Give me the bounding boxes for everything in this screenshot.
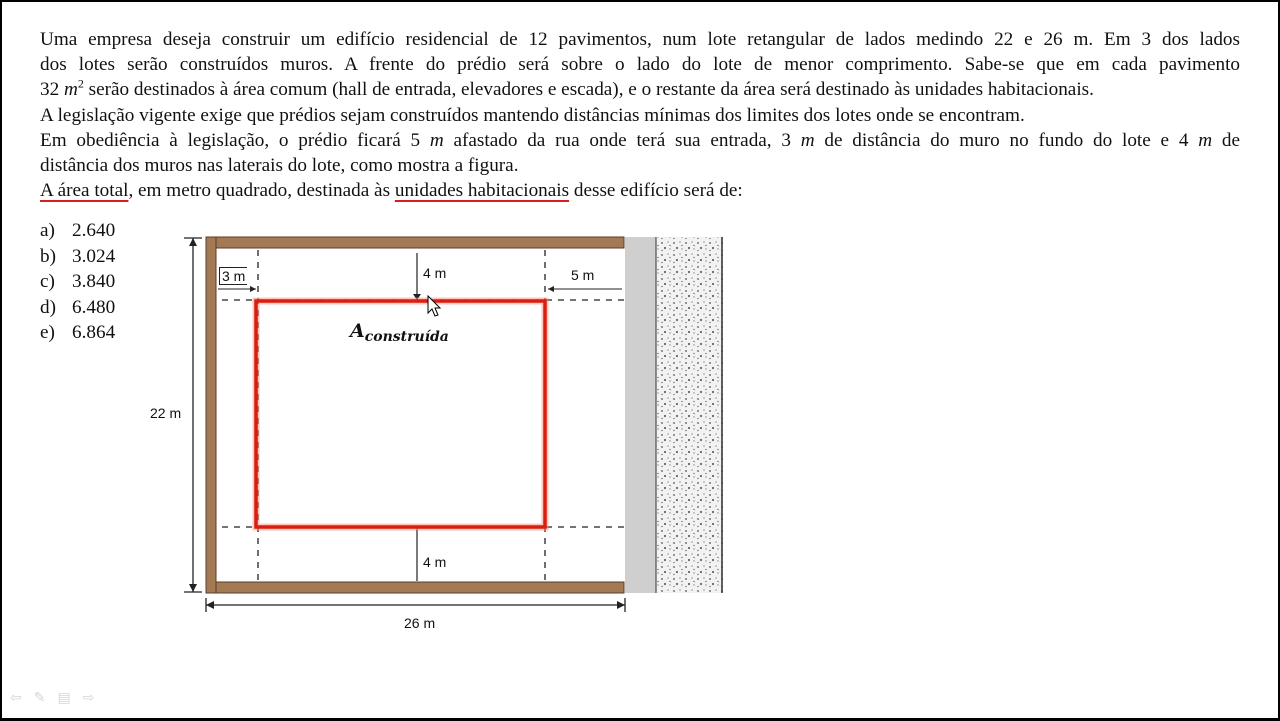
problem-statement — [40, 27, 1240, 203]
para3-line2: distância dos muros nas laterais do lote, como mostra a figura. — [40, 155, 519, 177]
question-text-b: desse edifício será de: — [569, 180, 743, 202]
choice-value: 2.640 — [72, 220, 116, 241]
label-back-setback: 3 m — [219, 267, 247, 285]
para3-text-a: Em obediência à legislação, o prédio ficará 5 — [40, 129, 430, 151]
para1-line1: Uma empresa deseja construir um edifício residencial de 12 pavimentos, num lote retangular de lados medindo 22 e 26 m. Em 3 dos lados — [40, 29, 1240, 50]
unit-m: m — [63, 79, 78, 101]
menu-icon[interactable]: ▤ — [57, 690, 71, 706]
question-text-a: , em metro quadrado, destinada às — [128, 180, 395, 202]
area-value: 32 — [40, 79, 64, 101]
label-top-setback: 4 m — [423, 265, 447, 281]
para3-line1 — [40, 128, 1240, 153]
choice-value: 6.864 — [72, 322, 116, 343]
para1-line3-text: serão destinados à área comum (hall de entrada, elevadores e escada), e o restante da área será destinado às unidades habitacionais. — [83, 79, 1094, 101]
answer-choices — [40, 218, 115, 346]
choice-value: 6.480 — [72, 296, 116, 318]
choice-value: 3.840 — [72, 271, 116, 292]
label-lot-width: 26 m — [404, 615, 436, 631]
choice-letter: d) — [40, 296, 56, 318]
choice-letter: c) — [40, 271, 55, 292]
choice-letter: a) — [40, 220, 55, 241]
unit-m: m — [429, 129, 444, 151]
arrow-left-icon[interactable]: ⇦ — [10, 690, 22, 706]
choice-letter: e) — [40, 322, 55, 343]
underlined-housing-units: unidades habitacionais — [394, 180, 570, 202]
choice-d[interactable] — [40, 295, 115, 321]
label-bottom-setback: 4 m — [423, 554, 447, 570]
para1-line3 — [40, 77, 1240, 102]
unit-m: m — [800, 129, 815, 151]
choice-value: 3.024 — [72, 245, 116, 267]
para3-text-b: afastado da rua onde terá sua entrada, 3 — [443, 129, 801, 151]
area-symbol: A — [350, 320, 365, 342]
slideshow-toolbar — [10, 690, 94, 706]
choice-b[interactable] — [40, 244, 115, 270]
para1-line2: dos lotes serão construídos muros. A frente do prédio será sobre o lado do lote de menor comprimento. Sabe-se que em cada pavimento — [40, 54, 1240, 76]
para3-text-c: de distância do muro no fundo do lote e 4 — [814, 129, 1199, 151]
area-subscript: construída — [364, 329, 449, 345]
built-area-label — [350, 320, 449, 345]
choice-a[interactable] — [40, 218, 115, 244]
unit-m: m — [1198, 129, 1213, 151]
arrow-right-icon[interactable]: ⇨ — [82, 690, 95, 706]
choice-c[interactable] — [40, 269, 115, 295]
choice-e[interactable] — [40, 320, 115, 346]
underlined-total-area: A área total — [40, 180, 129, 202]
pen-icon[interactable]: ✎ — [33, 690, 46, 706]
para3-text-d: de — [1212, 129, 1240, 151]
label-lot-height: 22 m — [150, 405, 182, 421]
label-front-setback: 5 m — [571, 267, 595, 283]
para2: A legislação vigente exige que prédios sejam construídos mantendo distâncias mínimas dos limites dos lotes onde se encontram. — [40, 104, 1025, 126]
choice-letter: b) — [40, 245, 56, 267]
question — [40, 178, 1240, 203]
unit-exponent: 2 — [77, 77, 84, 92]
